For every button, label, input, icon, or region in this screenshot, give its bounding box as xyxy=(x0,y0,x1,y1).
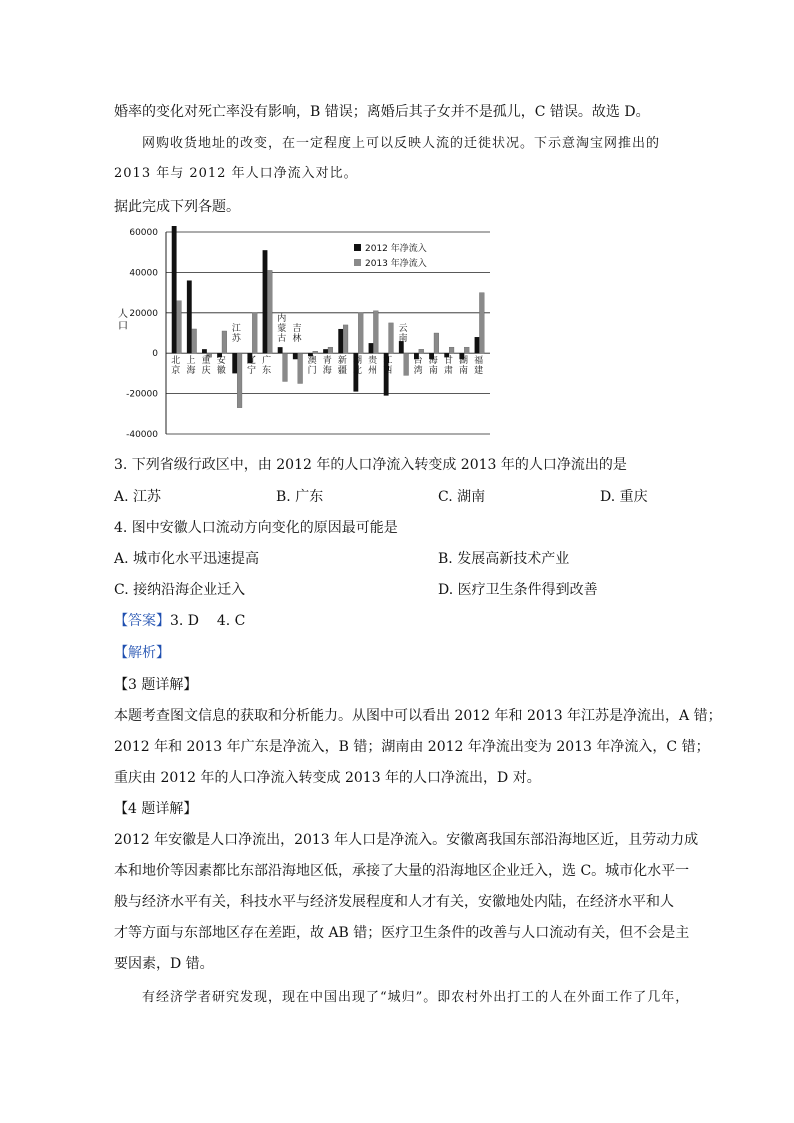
category-label: 北京 xyxy=(171,356,181,377)
intro-tail-text: 婚率的变化对死亡率没有影响，B 错误；离婚后其子女并不是孤儿，C 错误。故选 D。 xyxy=(114,104,650,120)
y-tick-label: 60000 xyxy=(129,228,158,238)
category-label: 江苏 xyxy=(231,324,241,345)
bar-2013 xyxy=(389,323,394,353)
category-label: 上海 xyxy=(186,356,196,377)
y-tick-label: 0 xyxy=(152,349,158,360)
q3-detail-line-2: 2012 年和 2013 年广东是净流入，B 错；湖南由 2012 年净流出变为 2013 年净流入，C 错； xyxy=(114,739,710,755)
net-inflow-bar-chart xyxy=(114,226,494,440)
category-label: 广东 xyxy=(262,356,272,377)
q4-detail-tag: 【4 题详解】 xyxy=(114,801,198,817)
category-label: 内蒙古 xyxy=(277,314,287,345)
legend-swatch xyxy=(354,244,361,251)
category-label: 贵州 xyxy=(368,356,378,377)
category-label: 青海 xyxy=(322,356,332,377)
answer-line xyxy=(114,611,245,631)
bar-2012 xyxy=(293,353,298,359)
next-material-text: 有经济学者研究发现，现在中国出现了“城归”。即农村外出打工的人在外面工作了几年， xyxy=(142,990,690,1005)
category-label: 江西 xyxy=(383,356,393,377)
category-label: 云南 xyxy=(398,324,408,345)
y-axis-label: 人口 xyxy=(118,308,128,332)
legend-swatch xyxy=(354,259,361,266)
category-label: 辽宁 xyxy=(247,356,257,377)
y-tick-label: -40000 xyxy=(126,430,158,440)
q4-option-b: B. 发展高新技术产业 xyxy=(438,551,570,567)
q3-stem: 3. 下列省级行政区中，由 2012 年的人口净流入转变成 2013 年的人口净流出的是 xyxy=(114,457,627,473)
y-tick-labels xyxy=(126,228,158,440)
category-label: 重庆 xyxy=(201,356,211,377)
bar-2013 xyxy=(343,325,348,353)
bar-2012 xyxy=(202,349,207,353)
q3-detail-line-3: 重庆由 2012 年的人口净流入转变成 2013 年的人口净流出，D 对。 xyxy=(114,770,541,786)
bar-2013 xyxy=(298,353,303,383)
analysis-tag: 【解析】 xyxy=(114,645,170,661)
q4-detail-line-3: 般与经济水平有关，科技水平与经济发展程度和人才有关，安徽地处内陆，在经济水平和人 xyxy=(114,894,674,910)
answer-tag: 【答案】 xyxy=(114,613,170,629)
category-label: 海南 xyxy=(428,356,438,377)
q4-detail-line-1: 2012 年安徽是人口净流出，2013 年人口是净流入。安徽离我国东部沿海地区近，且劳动力成 xyxy=(114,832,699,848)
material-line-2: 2013 年与 2012 年人口净流入对比。 xyxy=(114,166,358,181)
category-label: 台湾 xyxy=(413,356,423,377)
bar-2013 xyxy=(177,301,182,354)
bar-2013 xyxy=(404,353,409,375)
category-label: 安徽 xyxy=(216,356,226,377)
q4-option-a: A. 城市化水平迅速提高 xyxy=(114,551,260,567)
material-prompt: 据此完成下列各题。 xyxy=(114,199,240,215)
category-label: 湖南 xyxy=(459,356,469,377)
q3-option-d: D. 重庆 xyxy=(600,489,648,505)
bar-2013 xyxy=(267,270,272,353)
q4-option-d: D. 医疗卫生条件得到改善 xyxy=(438,582,598,598)
legend-label: 2012 年净流入 xyxy=(365,244,427,254)
material-line-1: 网购收货地址的改变，在一定程度上可以反映人流的迁徙状况。下示意淘宝网推出的 xyxy=(142,136,661,151)
bar-2012 xyxy=(232,353,237,373)
category-label: 甘肃 xyxy=(443,356,453,377)
bar-2012 xyxy=(369,343,374,353)
category-label: 澳门 xyxy=(307,356,317,377)
y-tick-label: 20000 xyxy=(129,308,158,319)
bar-2013 xyxy=(237,353,242,408)
answer-value: 3. D 4. C xyxy=(170,613,246,629)
q4-detail-line-5: 要因素，D 错。 xyxy=(114,956,214,972)
bar-2012 xyxy=(323,349,328,353)
bar-2013 xyxy=(313,351,318,353)
q3-detail-tag: 【3 题详解】 xyxy=(114,677,198,693)
legend-label: 2013 年净流入 xyxy=(365,259,427,269)
bar-2013 xyxy=(192,329,197,353)
bar-2013 xyxy=(328,347,333,353)
bar-2013 xyxy=(283,353,288,381)
q3-option-b: B. 广东 xyxy=(276,489,324,505)
q4-option-c: C. 接纳沿海企业迁入 xyxy=(114,582,246,598)
bar-2013 xyxy=(419,349,424,353)
q3-option-c: C. 湖南 xyxy=(438,489,486,505)
bar-2013 xyxy=(434,333,439,353)
q4-detail-line-2: 本和地价等因素都比东部沿海地区低，承接了大量的沿海地区企业迁入，选 C。城市化水平一 xyxy=(114,863,690,879)
category-label: 湖北 xyxy=(353,356,363,377)
bar-2013 xyxy=(252,313,257,353)
q3-option-a: A. 江苏 xyxy=(114,489,162,505)
bar-2012 xyxy=(475,337,480,353)
category-label: 福建 xyxy=(474,356,484,377)
bar-2013 xyxy=(373,311,378,353)
bar-2012 xyxy=(172,226,177,353)
category-label: 新疆 xyxy=(337,356,347,377)
bar-2013 xyxy=(449,347,454,353)
bar-2013 xyxy=(222,331,227,353)
bar-2012 xyxy=(338,329,343,353)
q4-detail-line-4: 才等方面与东部地区存在差距，故 AB 错；医疗卫生条件的改善与人口流动有关，但不会是主 xyxy=(114,925,690,941)
bar-2013 xyxy=(479,293,484,354)
y-tick-label: -20000 xyxy=(126,389,158,400)
chart-bars xyxy=(172,226,485,408)
bar-2013 xyxy=(464,347,469,353)
chart-legend xyxy=(354,242,427,269)
bar-2012 xyxy=(278,347,283,353)
bar-2013 xyxy=(358,313,363,353)
q4-stem: 4. 图中安徽人口流动方向变化的原因最可能是 xyxy=(114,520,398,536)
bar-2012 xyxy=(187,280,192,353)
bar-2012 xyxy=(263,250,268,353)
y-tick-label: 40000 xyxy=(129,268,158,279)
chart-grid xyxy=(166,232,490,434)
category-label: 吉林 xyxy=(292,324,302,345)
q3-detail-line-1: 本题考查图文信息的获取和分析能力。从图中可以看出 2012 年和 2013 年江苏是净流出，A 错； xyxy=(114,708,722,724)
